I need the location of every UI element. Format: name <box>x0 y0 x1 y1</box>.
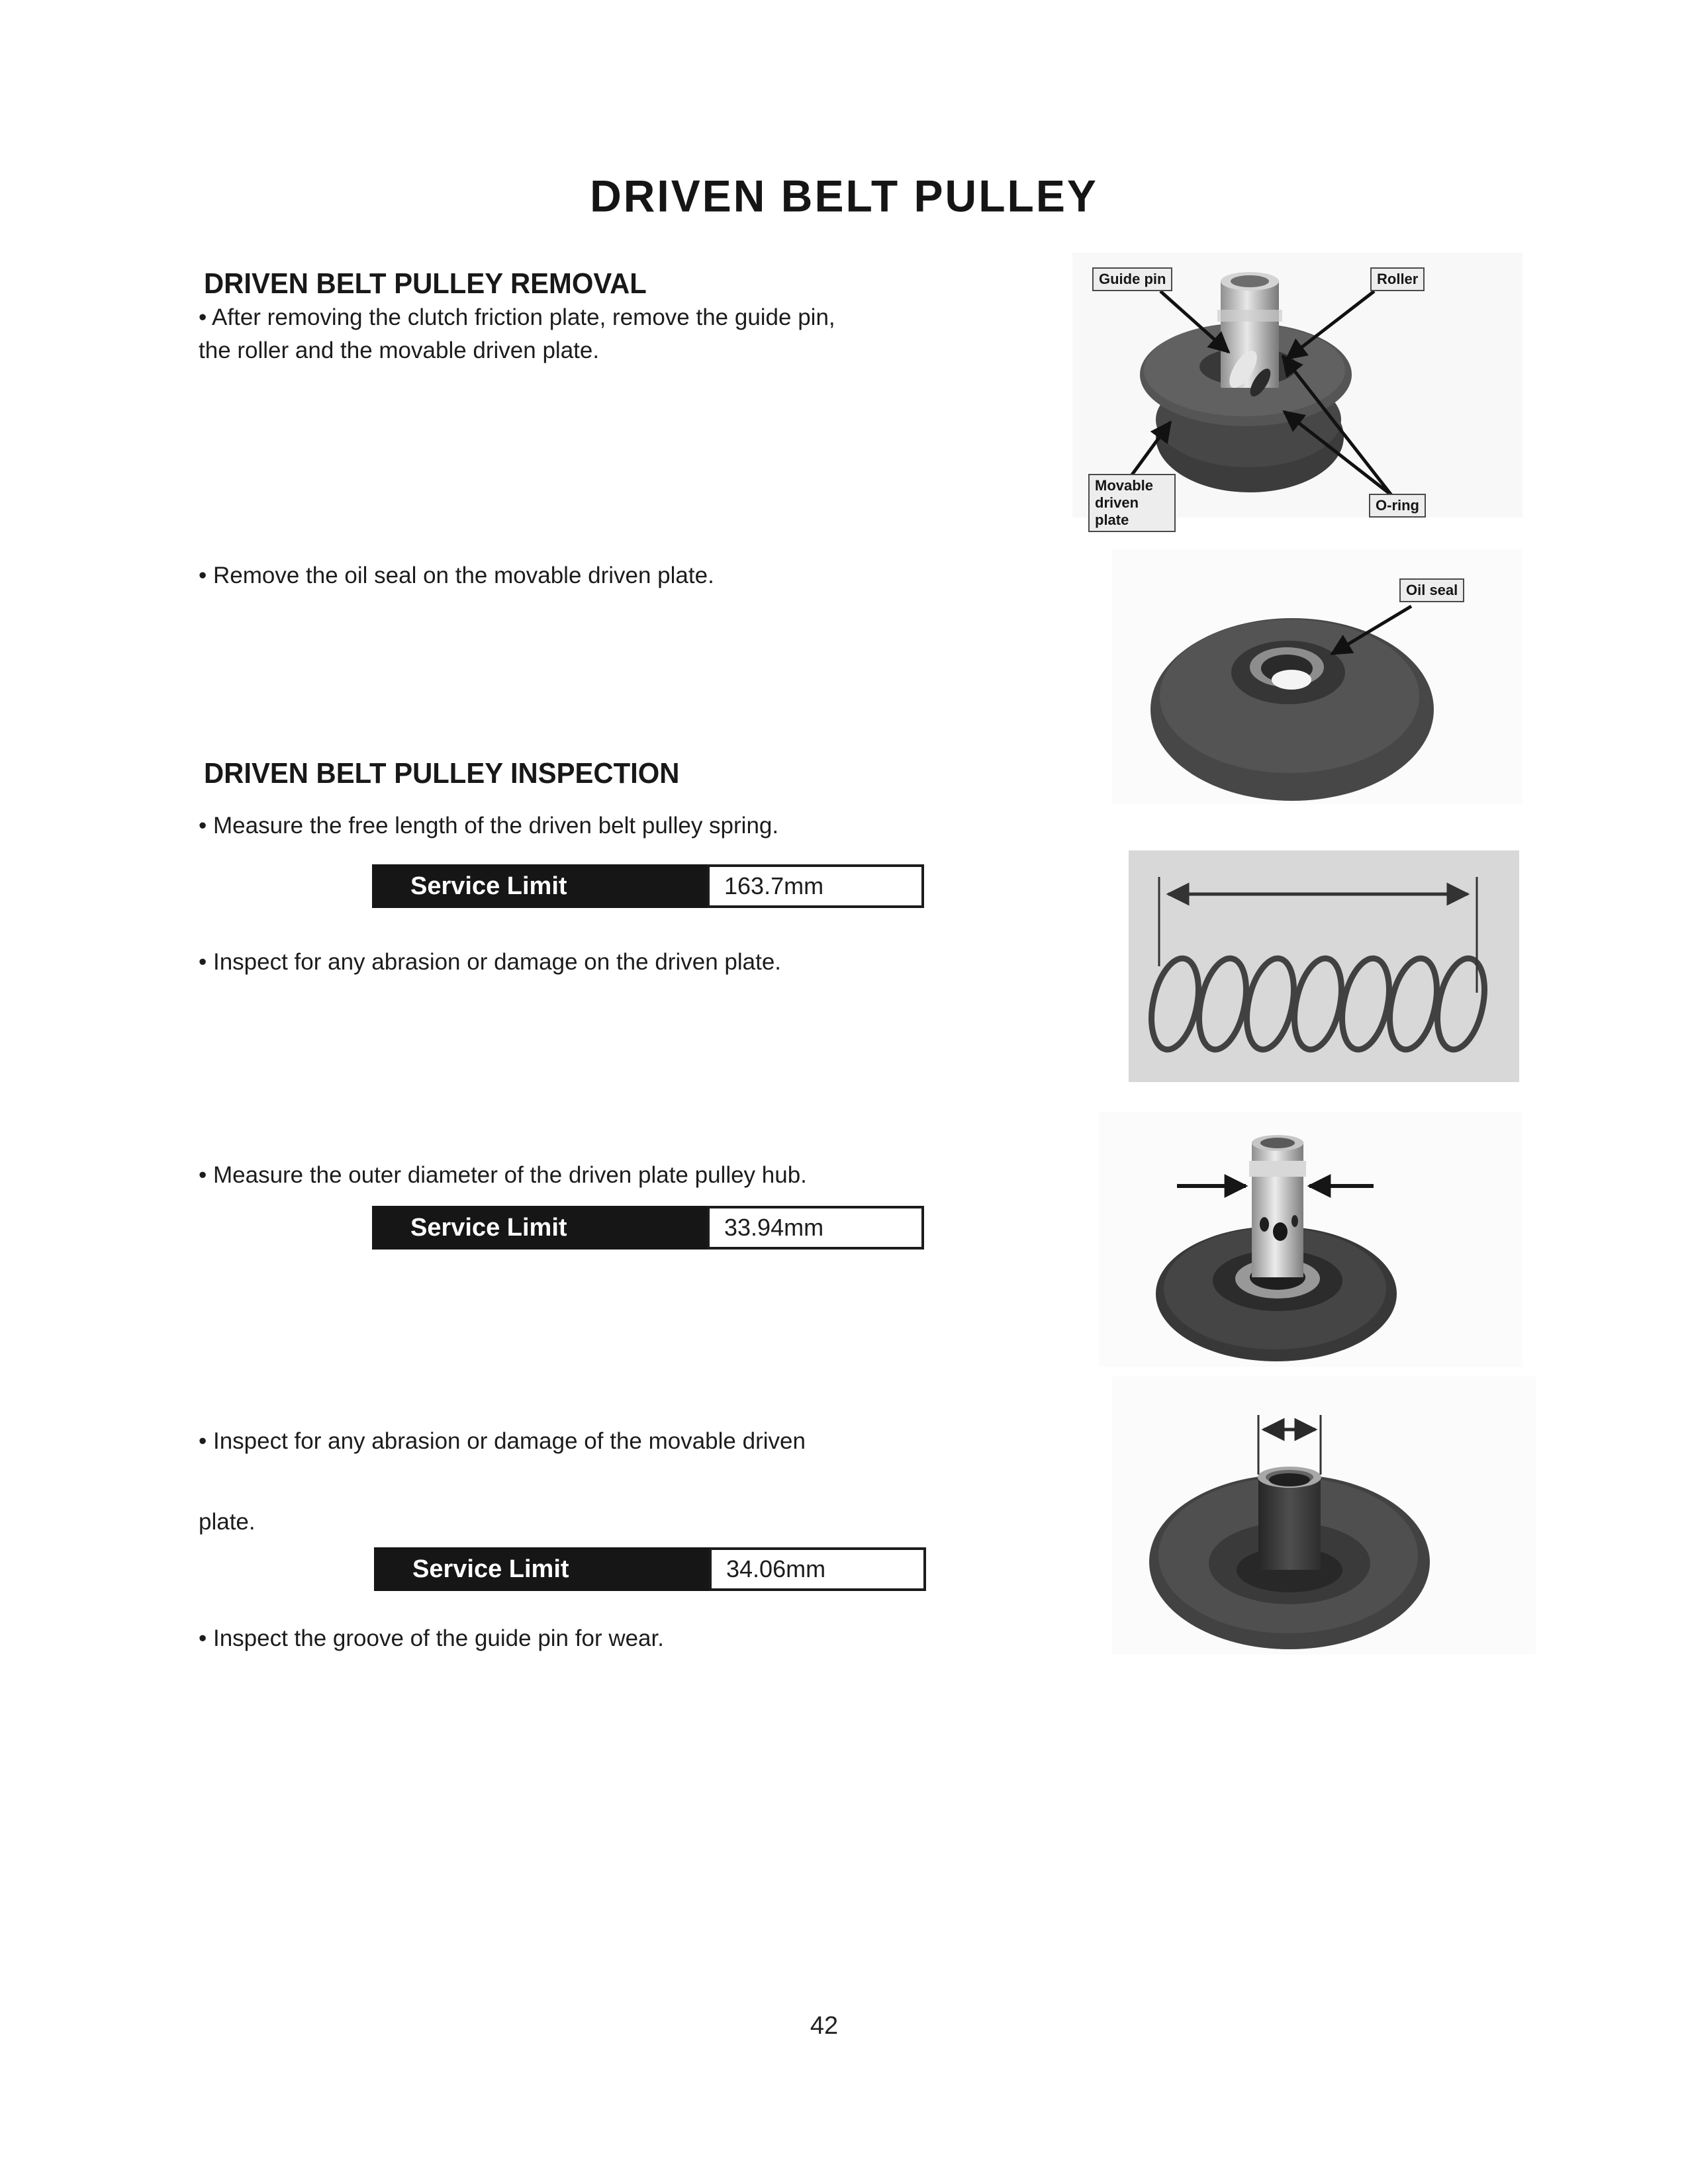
label-movable-driven-plate: Movable driven plate <box>1088 474 1176 532</box>
movable-driven-plate-photo <box>1112 1377 1536 1655</box>
figure-movable-driven-plate <box>1112 1377 1536 1655</box>
inspection-heading: DRIVEN BELT PULLEY INSPECTION <box>204 757 680 790</box>
inspection-bullet-guide-pin: • Inspect the groove of the guide pin for wear. <box>199 1625 664 1651</box>
label-roller: Roller <box>1370 267 1425 291</box>
page-title: DRIVEN BELT PULLEY <box>590 171 1098 221</box>
figure-pulley-hub <box>1099 1112 1523 1367</box>
service-limit-table-movable-plate <box>374 1547 926 1591</box>
inspection-bullet-movable-line-2: plate. <box>199 1509 256 1535</box>
service-limit-value-hub: 33.94mm <box>707 1206 924 1250</box>
figure-oil-seal <box>1112 549 1523 804</box>
page-number: 42 <box>810 2012 839 2040</box>
removal-bullet-1-line-2: the roller and the movable driven plate. <box>199 338 600 363</box>
service-limit-value-spring: 163.7mm <box>707 864 924 908</box>
label-guide-pin: Guide pin <box>1092 267 1172 291</box>
service-limit-label: Service Limit <box>372 1206 707 1250</box>
removal-bullet-2: • Remove the oil seal on the movable driven plate. <box>199 563 714 588</box>
removal-heading: DRIVEN BELT PULLEY REMOVAL <box>204 267 647 300</box>
inspection-bullet-hub: • Measure the outer diameter of the driven plate pulley hub. <box>199 1162 807 1188</box>
service-limit-label: Service Limit <box>372 864 707 908</box>
figure-spring <box>1129 850 1519 1082</box>
inspection-bullet-movable-line-1: • Inspect for any abrasion or damage of the movable driven <box>199 1428 806 1454</box>
label-oil-seal: Oil seal <box>1399 578 1464 602</box>
service-limit-table-hub <box>372 1206 924 1250</box>
pulley-hub-photo <box>1099 1112 1523 1367</box>
removal-bullet-1-line-1: • After removing the clutch friction plate, remove the guide pin, <box>199 304 835 330</box>
service-limit-table-spring <box>372 864 924 908</box>
service-limit-value-movable-plate: 34.06mm <box>709 1547 926 1591</box>
label-o-ring: O-ring <box>1369 494 1426 518</box>
spring-photo <box>1129 850 1519 1082</box>
inspection-bullet-spring: • Measure the free length of the driven belt pulley spring. <box>199 813 779 839</box>
inspection-bullet-driven-plate: • Inspect for any abrasion or damage on the driven plate. <box>199 949 782 975</box>
service-limit-label: Service Limit <box>374 1547 709 1591</box>
figure-pulley-assembly <box>1072 253 1523 528</box>
